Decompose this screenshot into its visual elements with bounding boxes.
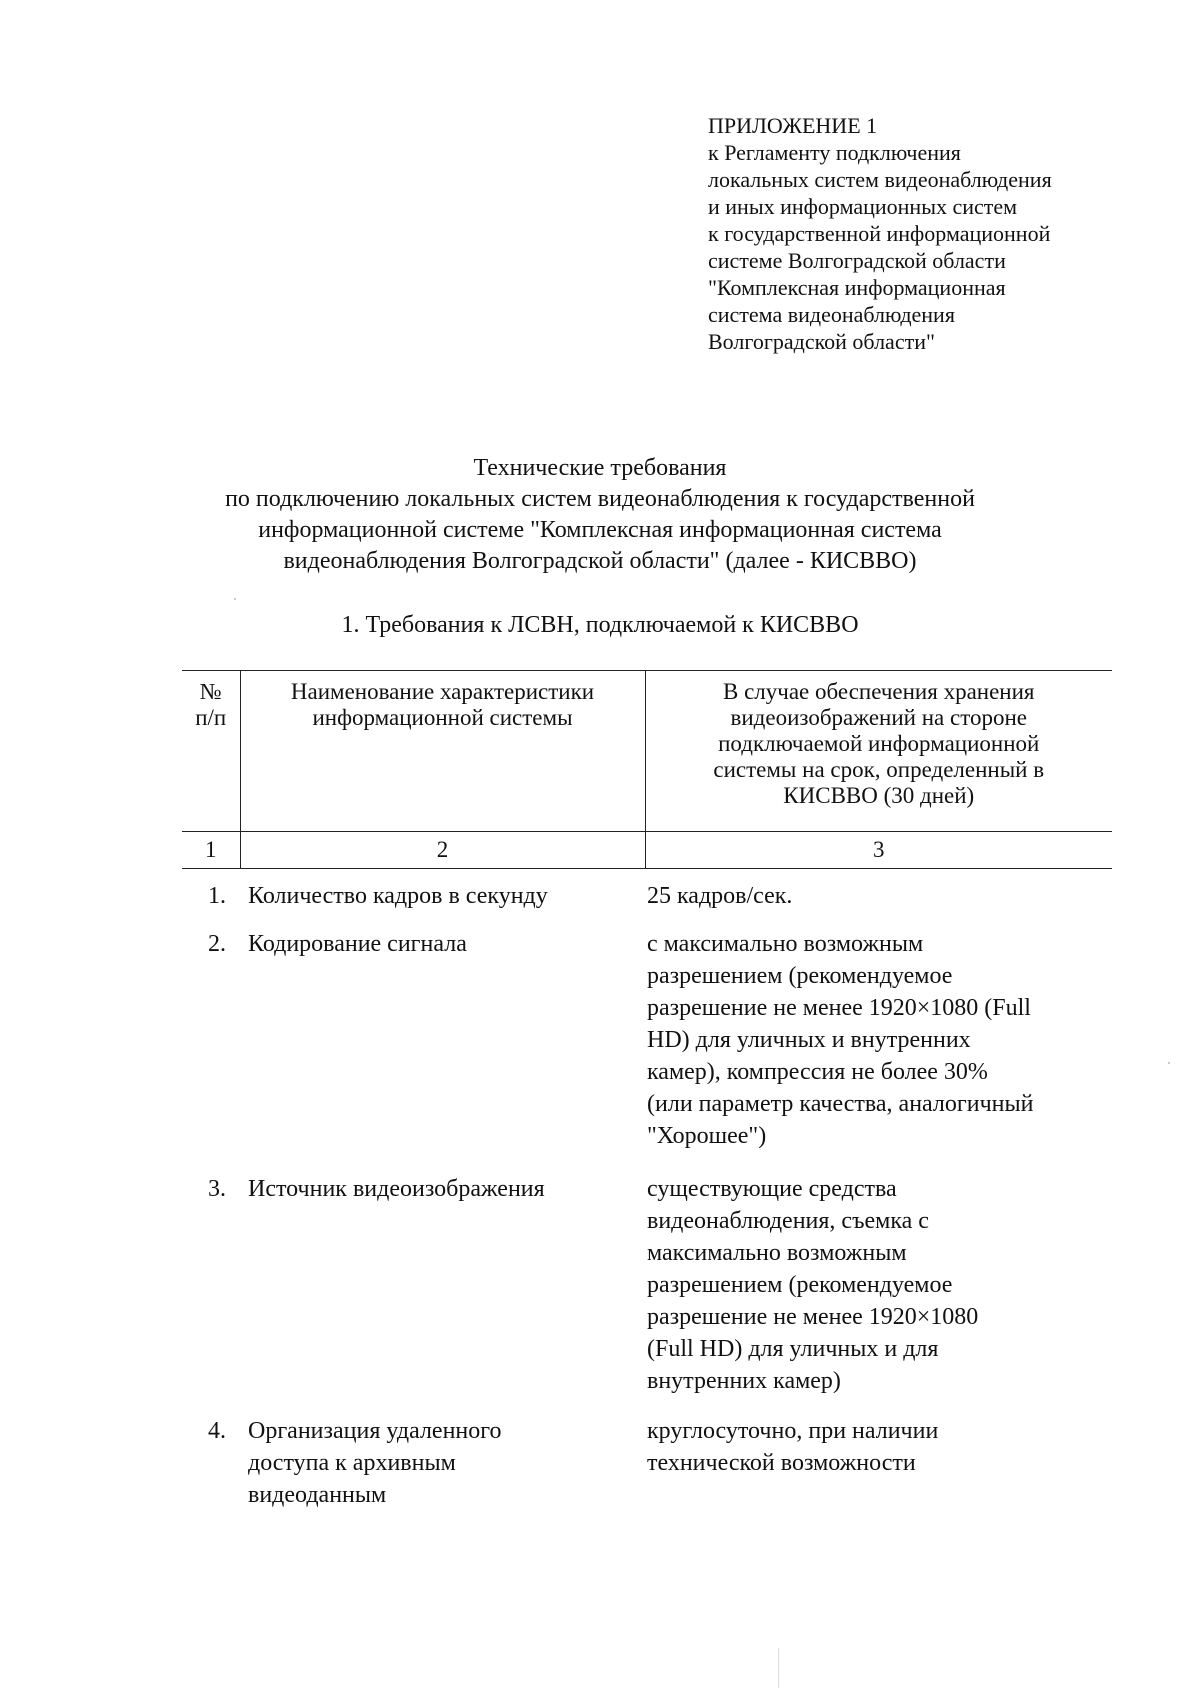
requirements-table-header xyxy=(182,670,1112,869)
row-value-line: разрешением (рекомендуемое xyxy=(647,963,953,989)
row-value-line: разрешение не менее 1920×1080 (Full xyxy=(647,995,1031,1021)
header-name-line: информационной системы xyxy=(312,705,573,730)
scan-speck xyxy=(1168,1062,1170,1064)
appendix-line: системе Волгоградской области xyxy=(708,248,1006,273)
row-value-line: внутренних камер) xyxy=(647,1368,841,1394)
appendix-line: к государственной информационной xyxy=(708,221,1051,246)
row-value xyxy=(647,880,1117,912)
appendix-line: Волгоградской области" xyxy=(708,329,935,354)
header-value-line: подключаемой информационной xyxy=(718,731,1040,756)
title-line: Технические требования xyxy=(473,455,727,481)
row-value xyxy=(647,1415,1117,1479)
row-characteristic-line: Количество кадров в секунду xyxy=(248,883,548,909)
scan-speck xyxy=(234,598,236,600)
row-value-line: (или параметр качества, аналогичный xyxy=(647,1091,1034,1117)
title-line: по подключению локальных систем видеонаблюдения к государственной xyxy=(225,486,975,512)
row-value-line: 25 кадров/сек. xyxy=(647,883,793,909)
row-value-line: "Хорошее") xyxy=(647,1123,767,1149)
row-characteristic-line: видеоданным xyxy=(248,1482,387,1508)
appendix-line: ПРИЛОЖЕНИЕ 1 xyxy=(708,113,878,138)
row-number: 3. xyxy=(208,1176,226,1202)
header-value-line: КИСВВО (30 дней) xyxy=(783,783,975,808)
row-characteristic-line: Источник видеоизображения xyxy=(248,1176,545,1202)
row-characteristic xyxy=(248,1173,618,1205)
appendix-line: система видеонаблюдения xyxy=(708,302,955,327)
row-value-line: круглосуточно, при наличии xyxy=(647,1418,939,1444)
appendix-line: "Комплексная информационная xyxy=(708,275,1006,300)
row-value xyxy=(647,928,1117,1152)
row-value xyxy=(647,1173,1117,1397)
row-characteristic xyxy=(248,880,618,912)
table-header-row xyxy=(182,671,1112,832)
scan-speck xyxy=(778,1648,779,1688)
row-value-line: видеонаблюдения, съемка с xyxy=(647,1208,929,1234)
header-num-line: № xyxy=(199,679,222,704)
header-value-line: В случае обеспечения хранения xyxy=(723,679,1035,704)
document-title xyxy=(150,453,1050,577)
row-value-line: существующие средства xyxy=(647,1176,897,1202)
row-characteristic-line: Организация удаленного xyxy=(248,1418,502,1444)
row-number: 1. xyxy=(208,883,226,909)
header-name-line: Наименование характеристики xyxy=(290,679,595,704)
title-line: информационной системе "Комплексная информационная система xyxy=(258,517,942,543)
row-characteristic-line: Кодирование сигнала xyxy=(248,931,467,957)
header-num-cell xyxy=(182,671,240,832)
appendix-line: локальных систем видеонаблюдения xyxy=(708,167,1052,192)
row-characteristic-line: доступа к архивным xyxy=(248,1450,456,1476)
row-value-line: HD) для уличных и внутренних xyxy=(647,1027,971,1053)
row-value-line: разрешение не менее 1920×1080 xyxy=(647,1304,979,1330)
header-name-cell xyxy=(240,671,645,832)
title-line: видеонаблюдения Волгоградской области" (далее - КИСВВО) xyxy=(283,548,917,574)
appendix-line: к Регламенту подключения xyxy=(708,140,961,165)
row-value-line: разрешением (рекомендуемое xyxy=(647,1272,953,1298)
section-title: 1. Требования к ЛСВН, подключаемой к КИСВВО xyxy=(341,612,859,638)
row-value-line: (Full HD) для уличных и для xyxy=(647,1336,939,1362)
header-num-line: п/п xyxy=(195,705,227,730)
column-number-3: 3 xyxy=(645,832,1112,869)
appendix-heading xyxy=(708,112,1052,355)
header-value-line: системы на срок, определенный в xyxy=(713,757,1045,782)
row-number: 2. xyxy=(208,931,226,957)
row-characteristic xyxy=(248,928,618,960)
row-value-line: с максимально возможным xyxy=(647,931,924,957)
row-value-line: максимально возможным xyxy=(647,1240,907,1266)
column-number-2: 2 xyxy=(240,832,645,869)
column-number-row xyxy=(182,832,1112,869)
column-number-1: 1 xyxy=(182,832,240,869)
row-number: 4. xyxy=(208,1418,226,1444)
appendix-line: и иных информационных систем xyxy=(708,194,1018,219)
header-value-cell xyxy=(645,671,1112,832)
row-value-line: технической возможности xyxy=(647,1450,916,1476)
row-value-line: камер), компрессия не более 30% xyxy=(647,1059,988,1085)
header-value-line: видеоизображений на стороне xyxy=(730,705,1027,730)
row-characteristic xyxy=(248,1415,618,1511)
